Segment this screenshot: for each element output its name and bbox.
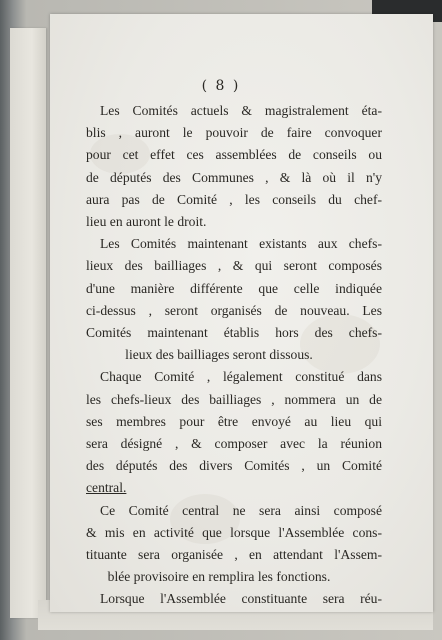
text-line: central. bbox=[86, 480, 127, 496]
text-line: aura pas de Comité , les conseils du chef- bbox=[86, 191, 382, 207]
paragraph-2 bbox=[86, 233, 382, 366]
text-line: Ce Comité central ne sera ainsi composé bbox=[100, 502, 382, 518]
text-line: Lorsque l'Assemblée constituante sera réu- bbox=[100, 591, 382, 607]
text-line: Chaque Comité , légalement constitué dans bbox=[100, 369, 382, 385]
text-line: ses membres pour être envoyé au lieu qui bbox=[86, 413, 382, 429]
text-line: Les Comités actuels & magistralement éta- bbox=[100, 103, 382, 118]
text-line: d'une manière différente que celle indiquée bbox=[86, 280, 382, 296]
text-line: lieux des bailliages , & qui seront composés bbox=[86, 258, 382, 274]
paragraph-4 bbox=[86, 500, 382, 589]
paragraph-1 bbox=[86, 100, 382, 233]
body-text bbox=[86, 100, 382, 611]
text-line: les chefs-lieux des bailliages , nommera un de bbox=[86, 391, 382, 407]
text-line: lieu en auront le droit. bbox=[86, 214, 207, 230]
text-line: blis , auront le pouvoir de faire convoquer bbox=[86, 125, 382, 141]
text-line: des députés des divers Comités , un Comité bbox=[86, 458, 382, 474]
text-line: pour cet effet ces assemblées de conseils ou bbox=[86, 147, 382, 163]
text-line: sera désigné , & composer avec la réunion bbox=[86, 436, 382, 452]
text-line: Les Comités maintenant existants aux chefs- bbox=[100, 236, 382, 252]
page-number: ( 8 ) bbox=[201, 78, 241, 94]
text-line: lieux des bailliages seront dissous. bbox=[125, 347, 313, 363]
text-line: & mis en activité que lorsque l'Assemblée cons- bbox=[86, 524, 382, 540]
text-line: blée provisoire en remplira les fonctions. bbox=[107, 569, 331, 585]
text-line: de députés des Communes , & là où il n'y bbox=[86, 169, 382, 185]
text-line: ci-dessus , seront organisés de nouveau. Les bbox=[86, 302, 382, 318]
paragraph-5 bbox=[86, 588, 382, 610]
page-edge-left bbox=[10, 28, 46, 618]
text-line: Comités maintenant établis hors des chefs- bbox=[86, 325, 382, 341]
paragraph-3 bbox=[86, 366, 382, 499]
text-line: tituante sera organisée , en attendant l'Assem- bbox=[86, 547, 382, 563]
